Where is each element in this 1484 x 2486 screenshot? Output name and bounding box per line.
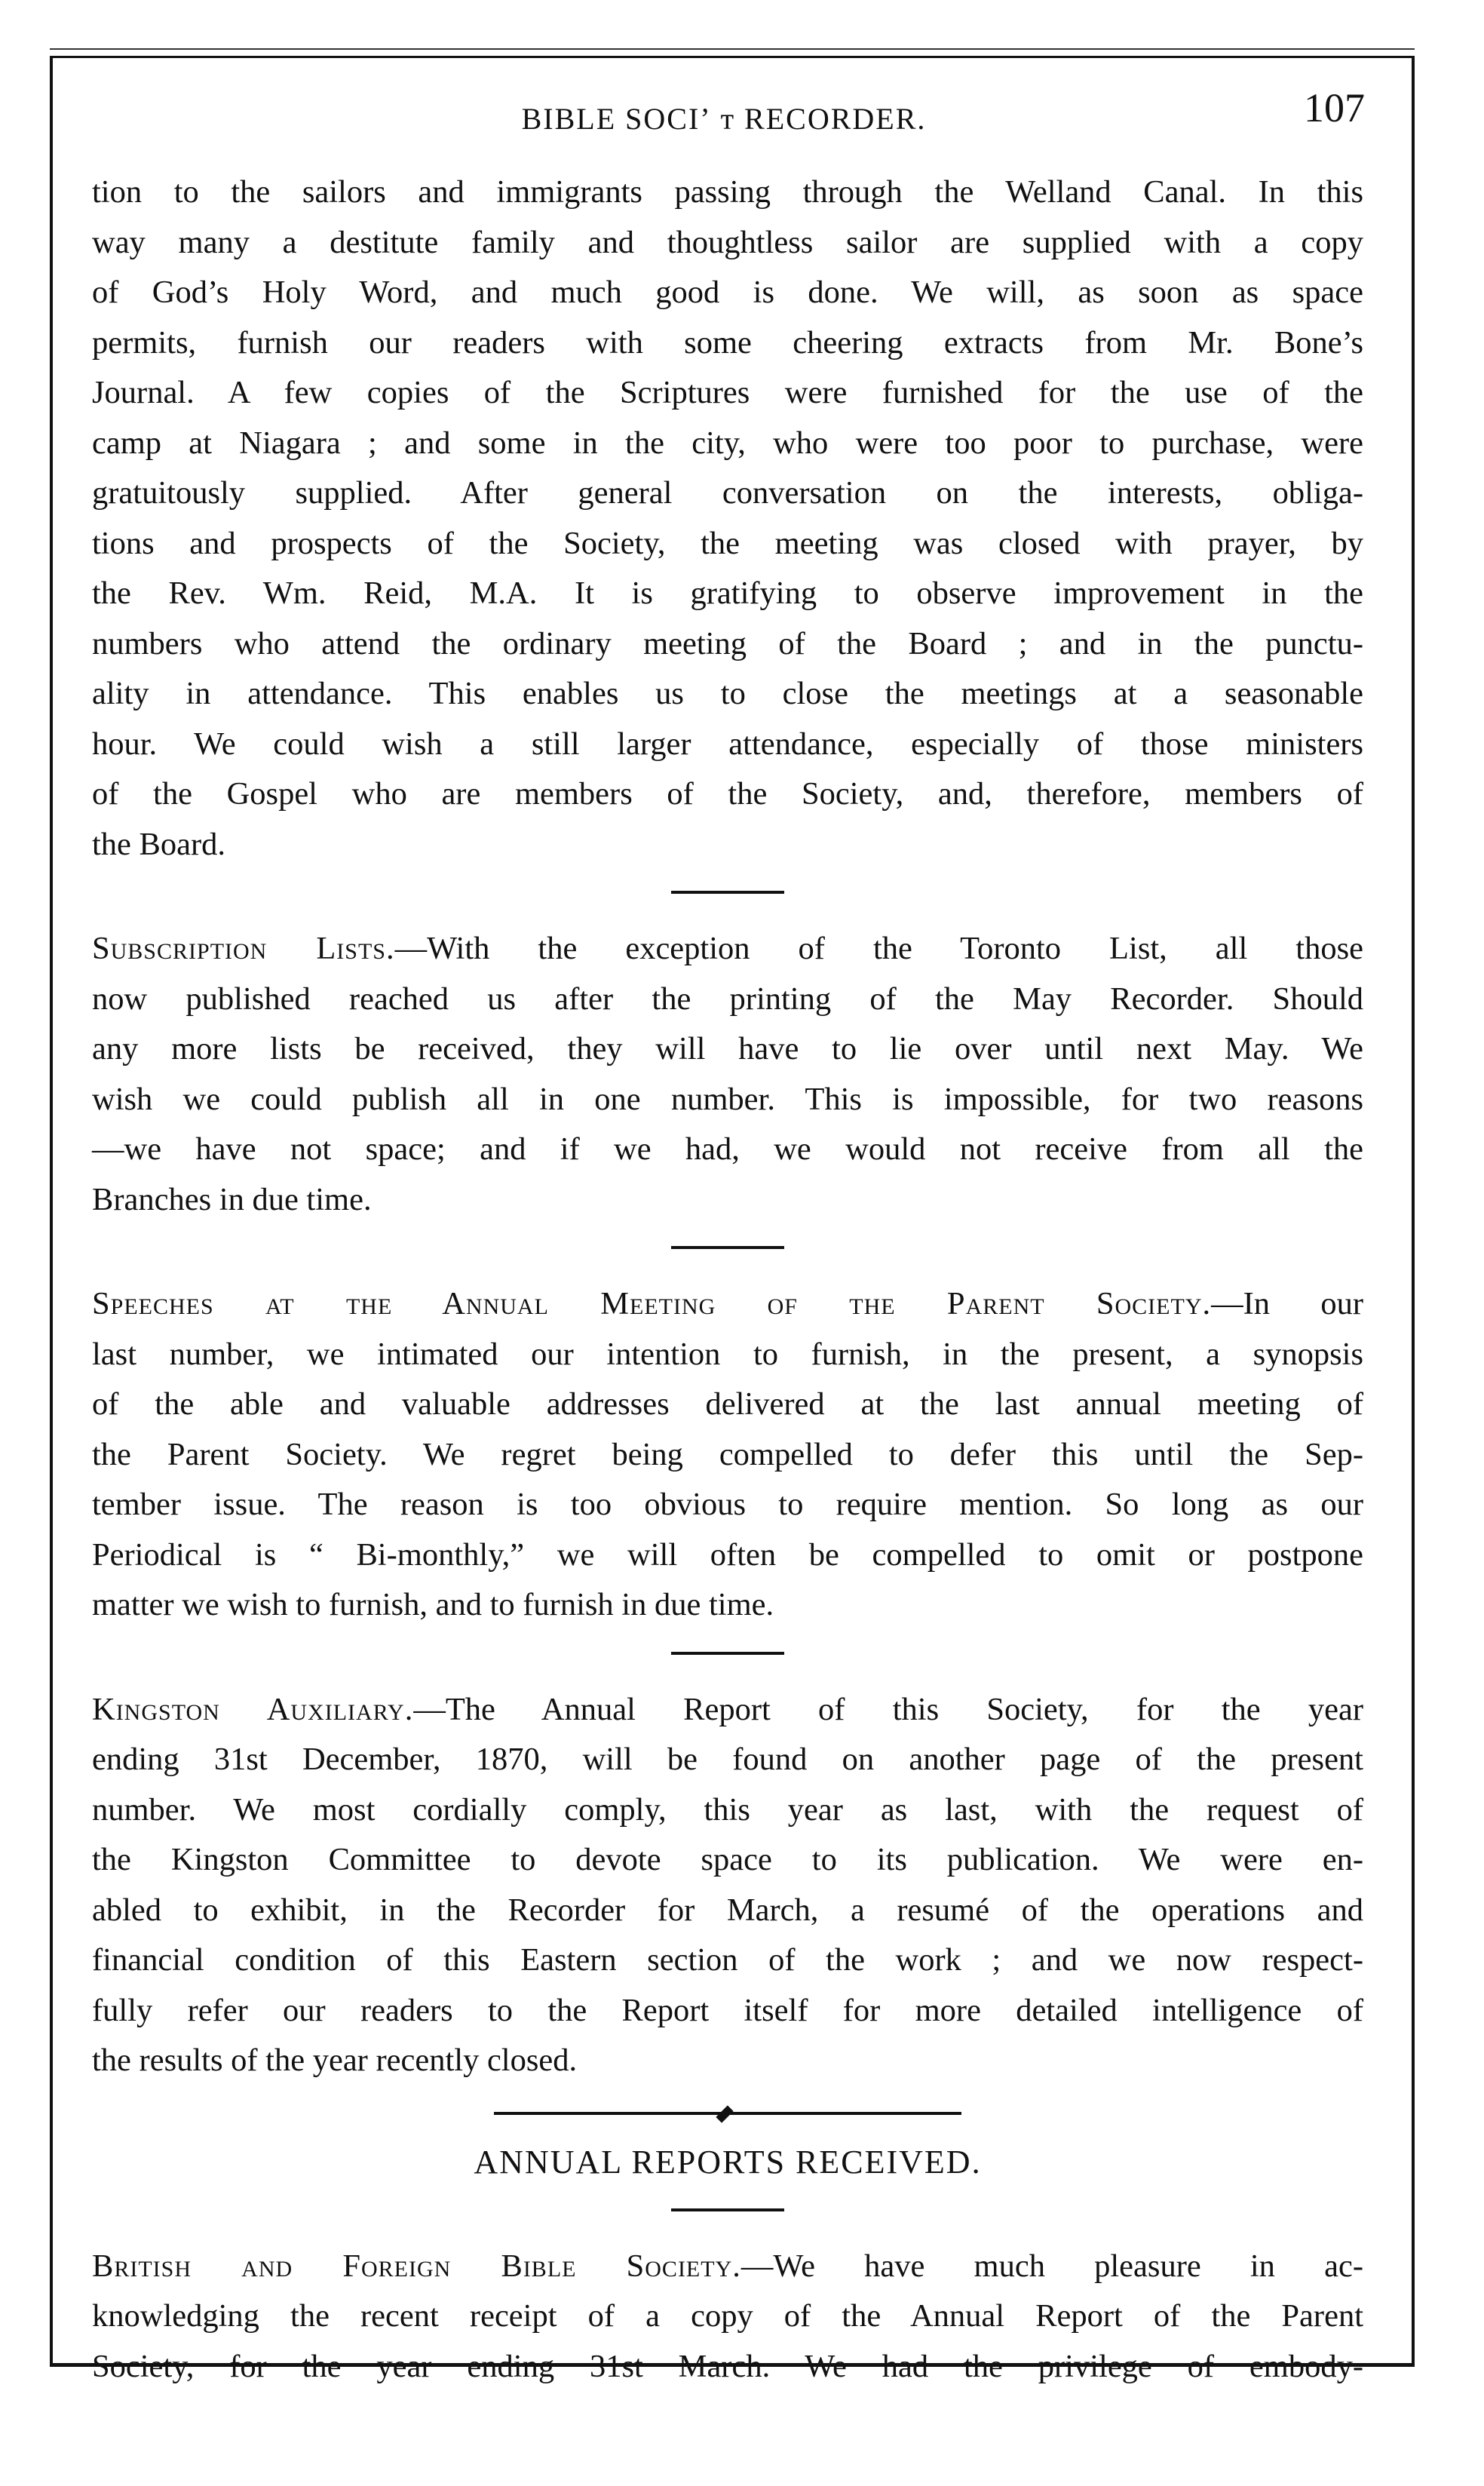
text-line: of the Gospel who are members of the Society, and, therefore, members of	[92, 776, 1363, 812]
text-line	[92, 2242, 1363, 2292]
text-line: Society, for the year ending 31st March. We had the privilege of embody-	[92, 2348, 1363, 2384]
paragraph-british-foreign	[92, 2242, 1363, 2392]
section-divider	[671, 1652, 784, 1655]
text-line: of the able and valuable addresses delivered at the last annual meeting of	[92, 1386, 1363, 1422]
text-line: Branches in due time.	[92, 1181, 372, 1217]
text-line: —we have not space; and if we had, we would not receive from all the	[92, 1131, 1363, 1167]
text-line: ality in attendance. This enables us to close the meetings at a seasonable	[92, 676, 1363, 711]
text-line: of God’s Holy Word, and much good is done. We will, as soon as space	[92, 275, 1363, 310]
text-line: tember issue. The reason is too obvious to require mention. So long as our	[92, 1487, 1363, 1522]
section-heading: ANNUAL REPORTS RECEIVED.	[474, 2143, 982, 2181]
running-title: BIBLE SOCIʼ ᴛ RECORDER.	[521, 102, 927, 136]
text-line: the Kingston Committee to devote space to its publication. We were en-	[92, 1842, 1363, 1877]
text-fragment: —In our	[1211, 1286, 1363, 1321]
text-fragment: —With the exception of the Toronto List, all those	[394, 931, 1363, 966]
text-line	[92, 924, 1363, 974]
page-number: 107	[1304, 85, 1365, 130]
text-line: the Parent Society. We regret being compelled to defer this until the Sep-	[92, 1436, 1363, 1472]
ornamental-divider	[494, 2109, 961, 2118]
text-line: Periodical is “ Bi-monthly,” we will often be compelled to omit or postpone	[92, 1536, 1363, 1573]
text-line: fully refer our readers to the Report itself for more detailed intelligence of	[92, 1992, 1363, 2028]
text-line: number. We most cordially comply, this year as last, with the request of	[92, 1791, 1363, 1828]
text-line: tions and prospects of the Society, the meeting was closed with prayer, by	[92, 525, 1363, 561]
text-line: way many a destitute family and thoughtless sailor are supplied with a copy	[92, 224, 1363, 260]
section-divider	[671, 891, 784, 894]
text-line: now published reached us after the printing of the May Recorder. Should	[92, 981, 1363, 1017]
text-line: camp at Niagara ; and some in the city, who were too poor to purchase, were	[92, 425, 1363, 461]
paragraph-title: Speeches at the Annual Meeting of the Parent Society.	[92, 1286, 1212, 1321]
paragraph-title: British and Foreign Bible Society.	[92, 2248, 741, 2284]
top-rule	[50, 48, 1415, 50]
text-line: ending 31st December, 1870, will be found on another page of the present	[92, 1742, 1363, 1777]
text-line: permits, furnish our readers with some cheering extracts from Mr. Bone’s	[92, 324, 1363, 361]
text-line: the Rev. Wm. Reid, M.A. It is gratifying to observe improvement in the	[92, 575, 1363, 611]
text-line: hour. We could wish a still larger attendance, especially of those ministers	[92, 726, 1363, 762]
text-line: gratuitously supplied. After general conversation on the interests, obliga-	[92, 475, 1363, 511]
text-line	[92, 1685, 1363, 1736]
section-divider	[671, 2208, 784, 2211]
text-line: Journal. A few copies of the Scriptures were furnished for the use of the	[92, 375, 1363, 410]
text-line: tion to the sailors and immigrants passing through the Welland Canal. In this	[92, 174, 1363, 210]
text-line: knowledging the recent receipt of a copy of the Annual Report of the Parent	[92, 2298, 1363, 2334]
text-line: matter we wish to furnish, and to furnish in due time.	[92, 1587, 774, 1622]
text-fragment: —We have much pleasure in ac-	[740, 2248, 1363, 2284]
text-line: the results of the year recently closed.	[92, 2043, 578, 2078]
text-line: financial condition of this Eastern section of the work ; and we now respect-	[92, 1942, 1363, 1978]
ornament-diamond-icon	[716, 2105, 733, 2122]
paragraph-kingston-auxiliary	[92, 1685, 1363, 2086]
text-line: numbers who attend the ordinary meeting of the Board ; and in the punctu-	[92, 625, 1363, 661]
paragraph-title: Subscription Lists.	[92, 931, 395, 966]
paragraph-subscription-lists	[92, 924, 1363, 1225]
text-line: any more lists be received, they will have to lie over until next May. We	[92, 1031, 1363, 1067]
page-content	[92, 167, 1363, 2392]
text-line	[92, 1279, 1363, 1330]
page-header	[83, 84, 1365, 145]
text-line: the Board.	[92, 826, 226, 862]
text-line: wish we could publish all in one number. This is impossible, for two reasons	[92, 1081, 1363, 1117]
section-divider	[671, 1246, 784, 1249]
text-fragment: —The Annual Report of this Society, for the year	[413, 1691, 1363, 1727]
paragraph-board-meeting	[92, 167, 1363, 870]
text-line: last number, we intimated our intention to furnish, in the present, a synopsis	[92, 1336, 1363, 1372]
paragraph-title: Kingston Auxiliary.	[92, 1691, 414, 1727]
paragraph-speeches	[92, 1279, 1363, 1631]
text-line: abled to exhibit, in the Recorder for March, a resumé of the operations and	[92, 1892, 1363, 1928]
